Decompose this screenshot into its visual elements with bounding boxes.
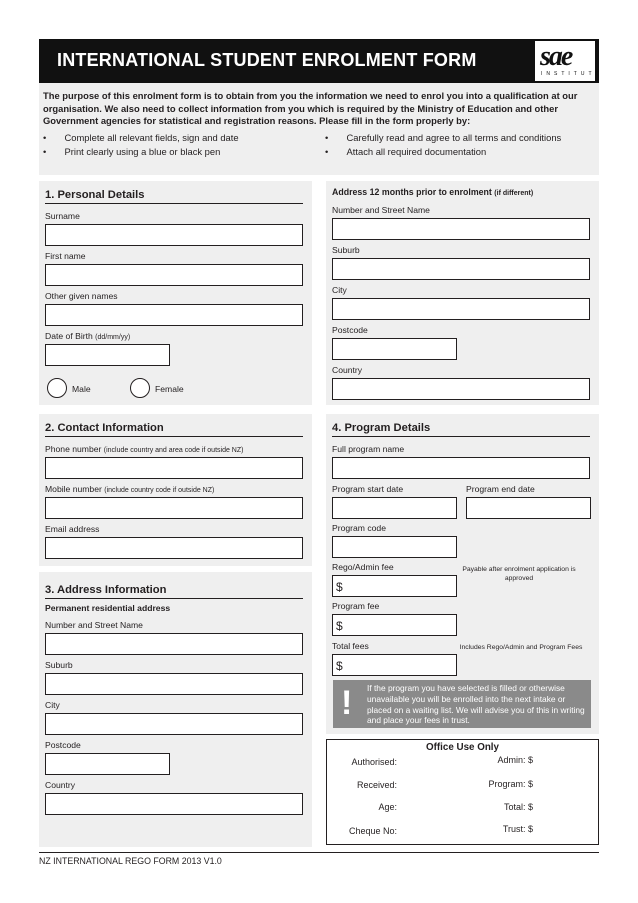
prior-country-field[interactable]	[332, 378, 590, 400]
prior-suburb-label: Suburb	[332, 245, 360, 255]
prior-street-field[interactable]	[332, 218, 590, 240]
suburb-field[interactable]	[45, 673, 303, 695]
other-names-field[interactable]	[45, 304, 303, 326]
female-radio[interactable]	[130, 378, 150, 398]
postcode-field[interactable]	[45, 753, 170, 775]
phone-field[interactable]	[45, 457, 303, 479]
bullet-left-1: • Complete all relevant fields, sign and date	[43, 132, 239, 143]
rego-fee-field[interactable]	[332, 575, 457, 597]
office-use-title: Office Use Only	[426, 742, 499, 753]
contact-panel	[39, 414, 312, 566]
prior-street-label: Number and Street Name	[332, 205, 430, 215]
notice-text: If the program you have selected is filled or otherwise unavailable you will be enrolled into the next intake or placed on a waiting list. We will advise you of this in writing and place your fees in trust.	[367, 683, 585, 726]
address-panel	[39, 572, 312, 847]
exclamation-icon: !	[341, 684, 353, 722]
waiting-list-notice	[333, 680, 591, 728]
dob-label: Date of Birth (dd/mm/yy)	[45, 331, 131, 341]
start-date-field[interactable]	[332, 497, 457, 519]
prior-country-label: Country	[332, 365, 363, 375]
trust-label: Trust: $	[502, 824, 533, 834]
total-fees-note: Includes Rego/Admin and Program Fees	[459, 644, 583, 651]
first-name-label: First name	[45, 251, 86, 261]
program-code-label: Program code	[332, 523, 386, 533]
female-label: Female	[155, 384, 184, 394]
program-name-label: Full program name	[332, 444, 405, 454]
title-bar	[39, 39, 603, 83]
section-divider	[45, 436, 303, 437]
total-label: Total: $	[503, 802, 533, 812]
personal-details-title: 1. Personal Details	[45, 189, 145, 201]
prior-city-field[interactable]	[332, 298, 590, 320]
other-names-label: Other given names	[45, 291, 118, 301]
end-date-field[interactable]	[466, 497, 591, 519]
currency-symbol: $	[336, 580, 343, 594]
address-subtitle: Permanent residential address	[45, 603, 171, 613]
intro-box	[39, 83, 599, 175]
prior-address-panel	[326, 181, 599, 405]
contact-title: 2. Contact Information	[45, 422, 164, 434]
program-label: Program: $	[488, 779, 533, 789]
program-fee-label: Program fee	[332, 601, 380, 611]
surname-label: Surname	[45, 211, 80, 221]
intro-text: The purpose of this enrolment form is to obtain from you the information we need to enrol you into a qualification at our organisation. We also need to collect information from you which is required by the Ministry of Education and other Government agencies for statistical and registration reasons. Please fill in the form properly by:	[43, 90, 578, 126]
address-title: 3. Address Information	[45, 584, 167, 596]
total-fees-label: Total fees	[332, 641, 369, 651]
city-label: City	[45, 700, 60, 710]
sae-logo	[535, 41, 603, 81]
program-name-field[interactable]	[332, 457, 590, 479]
prior-address-title: Address 12 months prior to enrolment (if different)	[332, 187, 534, 197]
prior-postcode-label: Postcode	[332, 325, 368, 335]
logo-mark: sae	[540, 41, 572, 72]
currency-symbol: $	[336, 659, 343, 673]
phone-label: Phone number (include country and area code if outside NZ)	[45, 444, 244, 454]
prior-suburb-field[interactable]	[332, 258, 590, 280]
footer-divider	[39, 852, 599, 853]
authorised-label: Authorised:	[351, 757, 397, 767]
admin-label: Admin: $	[497, 755, 533, 765]
section-divider	[45, 203, 303, 204]
personal-details-panel	[39, 181, 312, 405]
country-field[interactable]	[45, 793, 303, 815]
suburb-label: Suburb	[45, 660, 73, 670]
bullet-right-1: • Carefully read and agree to all terms and conditions	[325, 132, 562, 143]
rego-fee-note: Payable after enrolment application is approved	[462, 566, 576, 582]
mobile-field[interactable]	[45, 497, 303, 519]
office-use-box	[326, 739, 599, 845]
email-label: Email address	[45, 524, 100, 534]
rego-fee-label: Rego/Admin fee	[332, 562, 394, 572]
surname-field[interactable]	[45, 224, 303, 246]
section-divider	[45, 598, 303, 599]
bullet-left-2: • Print clearly using a blue or black pen	[43, 146, 221, 157]
cheque-label: Cheque No:	[348, 826, 397, 836]
program-code-field[interactable]	[332, 536, 457, 558]
program-title: 4. Program Details	[332, 422, 431, 434]
street-field[interactable]	[45, 633, 303, 655]
dob-field[interactable]	[45, 344, 170, 366]
received-label: Received:	[356, 780, 397, 790]
male-label: Male	[72, 384, 91, 394]
form-title: INTERNATIONAL STUDENT ENROLMENT FORM	[57, 50, 477, 70]
logo-sub: INSTITUTE	[541, 71, 603, 77]
currency-symbol: $	[336, 619, 343, 633]
prior-city-label: City	[332, 285, 347, 295]
footer-text: NZ INTERNATIONAL REGO FORM 2013 V1.0	[39, 856, 222, 866]
total-fees-field[interactable]	[332, 654, 457, 676]
program-fee-field[interactable]	[332, 614, 457, 636]
age-label: Age:	[378, 802, 397, 812]
section-divider	[332, 436, 590, 437]
country-label: Country	[45, 780, 76, 790]
mobile-label: Mobile number (include country code if outside NZ)	[45, 484, 215, 494]
bullet-right-2: • Attach all required documentation	[325, 146, 487, 157]
first-name-field[interactable]	[45, 264, 303, 286]
city-field[interactable]	[45, 713, 303, 735]
start-date-label: Program start date	[332, 484, 404, 494]
email-field[interactable]	[45, 537, 303, 559]
postcode-label: Postcode	[45, 740, 81, 750]
street-label: Number and Street Name	[45, 620, 143, 630]
end-date-label: Program end date	[466, 484, 535, 494]
prior-postcode-field[interactable]	[332, 338, 457, 360]
male-radio[interactable]	[47, 378, 67, 398]
